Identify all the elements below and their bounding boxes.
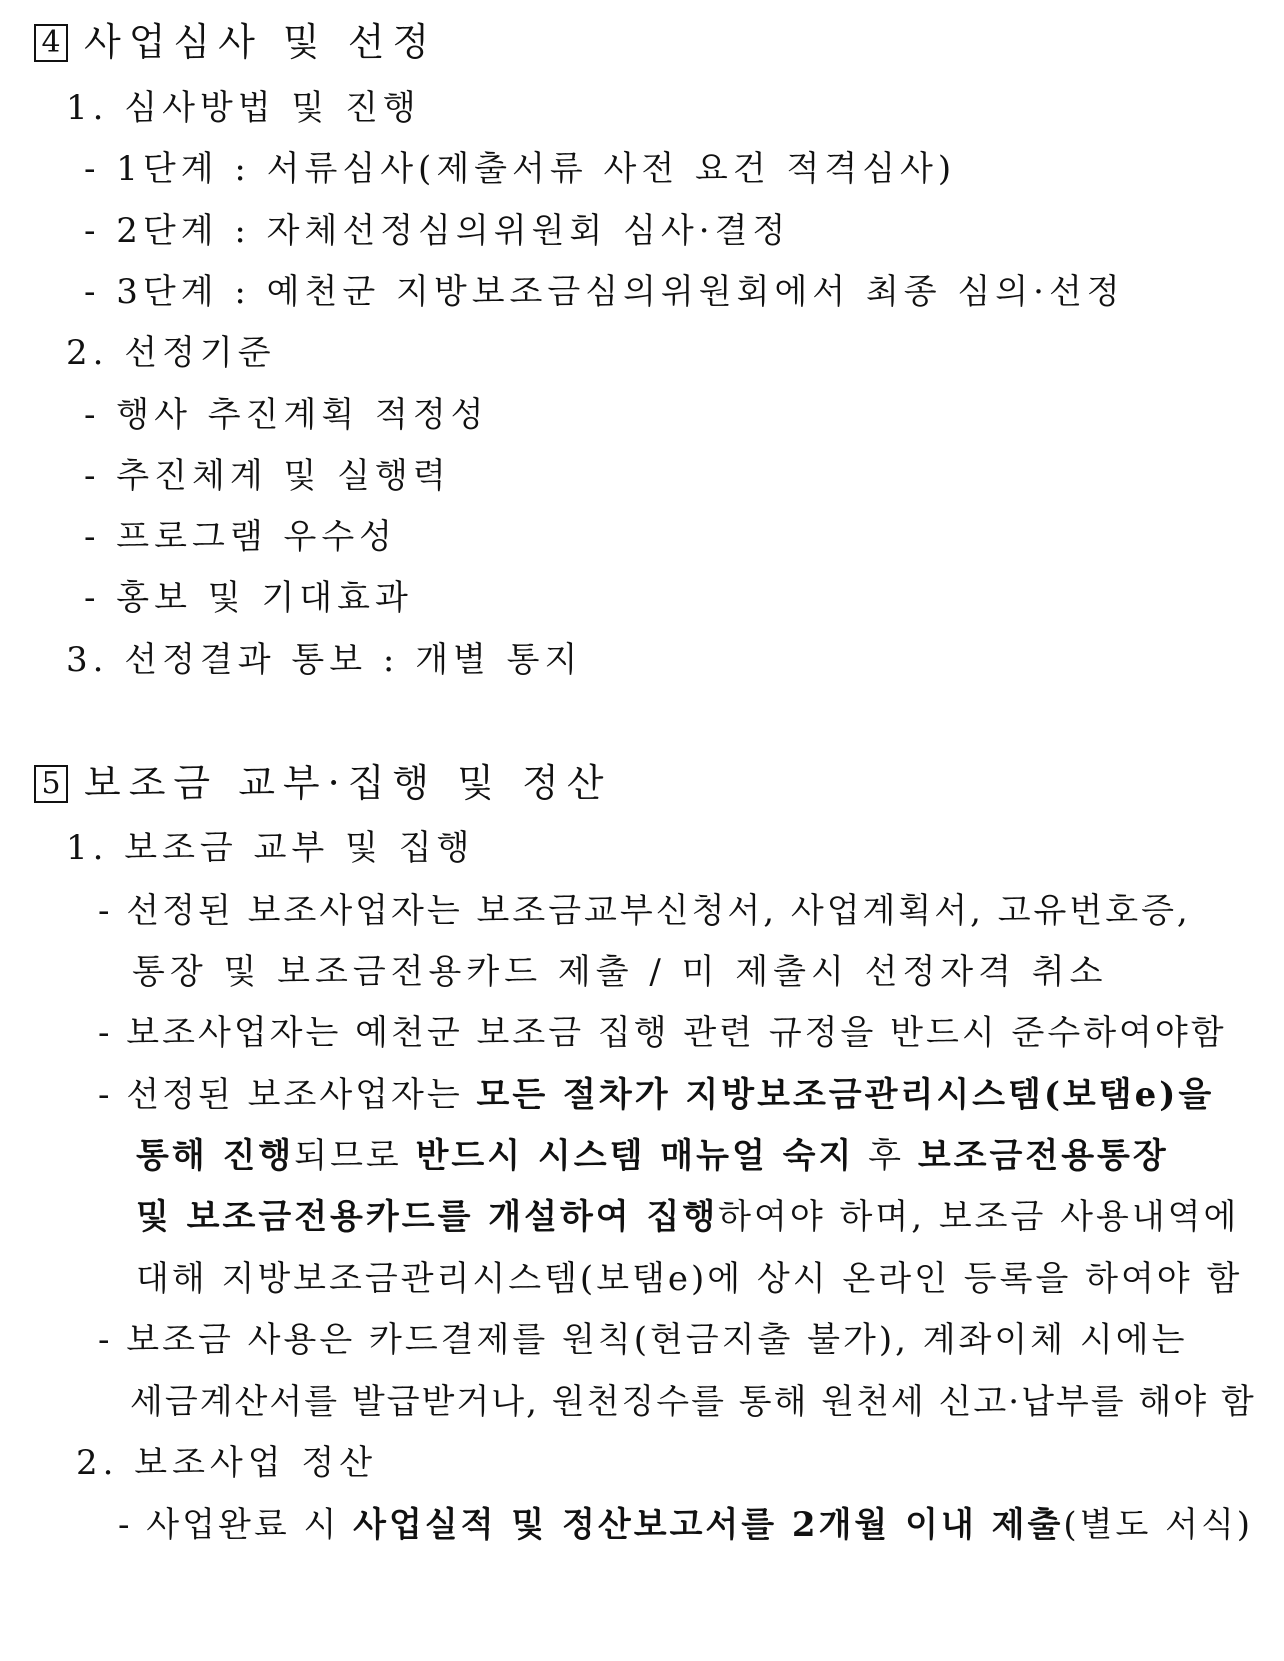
subsection-heading: 1. 심사방법 및 진행 xyxy=(66,88,421,128)
section-title: 보조금 교부·집행 및 정산 xyxy=(84,761,612,805)
text-run: - 사업완료 시 xyxy=(118,1505,354,1545)
subsection-heading: 2. 선정기준 xyxy=(66,333,276,373)
list-item: - 프로그램 우수성 xyxy=(84,517,398,557)
list-item-continuation: 통장 및 보조금전용카드 제출 / 미 제출시 선정자격 취소 xyxy=(132,952,1108,992)
section-number-box: 5 xyxy=(34,765,68,803)
list-item xyxy=(98,1073,1214,1117)
list-item-continuation xyxy=(136,1195,1239,1239)
text-run: (별도 서식) xyxy=(1063,1505,1254,1545)
list-item xyxy=(118,1503,1253,1547)
list-item: - 3단계 : 예천군 지방보조금심의위원회에서 최종 심의·선정 xyxy=(84,272,1125,312)
subsection-heading: 2. 보조사업 정산 xyxy=(76,1443,378,1483)
emphasis-text: 반드시 시스템 매뉴얼 숙지 xyxy=(415,1136,855,1176)
section-5-heading xyxy=(34,761,611,805)
emphasis-text: 통해 진행 xyxy=(136,1136,295,1176)
list-item: - 추진체계 및 실행력 xyxy=(84,456,451,496)
list-item: - 보조사업자는 예천군 보조금 집행 관련 규정을 반드시 준수하여야함 xyxy=(98,1013,1227,1053)
text-run: 되므로 xyxy=(294,1136,416,1176)
list-item-continuation: 대해 지방보조금관리시스템(보탬e)에 상시 온라인 등록을 하여야 함 xyxy=(136,1259,1243,1299)
text-run: 후 xyxy=(854,1136,918,1176)
list-item: - 행사 추진계획 적정성 xyxy=(84,395,489,435)
section-4-heading xyxy=(34,20,437,64)
list-item: - 홍보 및 기대효과 xyxy=(84,578,413,618)
text-run: - 선정된 보조사업자는 xyxy=(98,1075,477,1115)
list-item: - 1단계 : 서류심사(제출서류 사전 요건 적격심사) xyxy=(84,149,957,189)
list-item: - 2단계 : 자체선정심의위원회 심사·결정 xyxy=(84,211,791,251)
emphasis-text: 사업실적 및 정산보고서를 2개월 이내 제출 xyxy=(353,1505,1064,1545)
list-item-continuation: 세금계산서를 발급받거나, 원천징수를 통해 원천세 신고·납부를 해야 함 xyxy=(130,1382,1256,1422)
section-number-box: 4 xyxy=(34,24,68,62)
list-item: - 선정된 보조사업자는 보조금교부신청서, 사업계획서, 고유번호증, xyxy=(98,891,1191,931)
list-item: - 보조금 사용은 카드결제를 원칙(현금지출 불가), 계좌이체 시에는 xyxy=(98,1320,1188,1360)
emphasis-text: 및 보조금전용카드를 개설하여 집행 xyxy=(136,1197,719,1237)
list-item-continuation xyxy=(136,1134,1169,1178)
section-title: 사업심사 및 선정 xyxy=(84,20,438,64)
text-run: 하여야 하며, 보조금 사용내역에 xyxy=(718,1197,1240,1237)
subsection-heading: 3. 선정결과 통보 : 개별 통지 xyxy=(66,640,583,680)
subsection-heading: 1. 보조금 교부 및 집행 xyxy=(66,828,475,868)
emphasis-text: 보조금전용통장 xyxy=(917,1136,1169,1176)
emphasis-text: 모든 절차가 지방보조금관리시스템(보탬e)을 xyxy=(476,1075,1215,1115)
